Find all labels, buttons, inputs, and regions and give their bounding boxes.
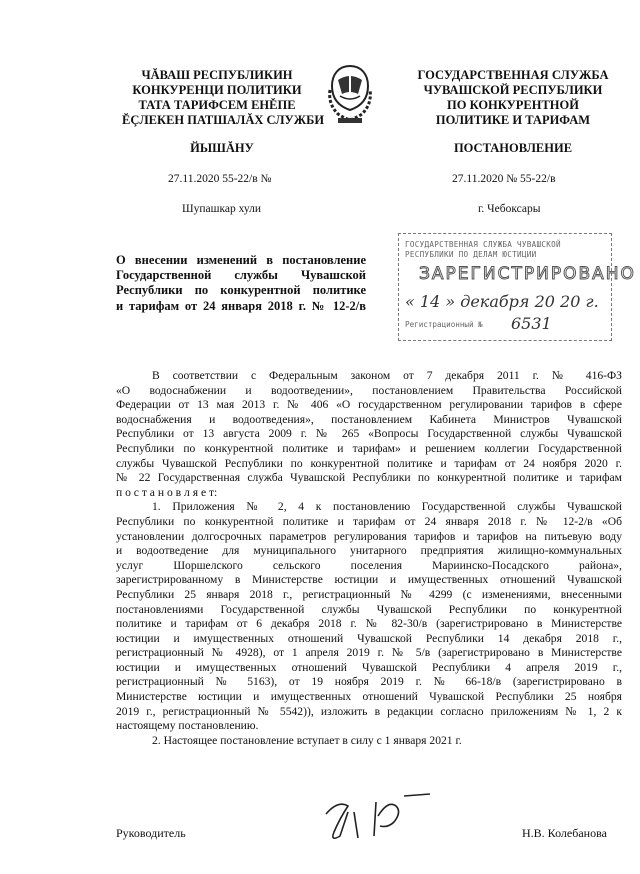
- document-title: [116, 253, 366, 314]
- body-line: регистрационный № 5163), от 19 ноября 2019 г. № 66-18/в (зарегистрировано в: [116, 675, 622, 689]
- header-left-line: ТАТА ТАРИФСЕМ ЕНĚПЕ: [138, 98, 296, 112]
- signature-icon: [318, 792, 448, 848]
- signatory-position: Руководитель: [116, 826, 186, 840]
- word: Шоршелского: [173, 558, 243, 572]
- body-line: политике и тарифам от 6 декабря 2018 г. № 82-30/в (зарегистрировано в Министерстве: [116, 617, 622, 631]
- left-doc-type: ЙЫШĂНУ: [190, 141, 254, 155]
- header-right-agency: [408, 68, 618, 128]
- left-city: Шупашкар хули: [182, 203, 262, 215]
- header-right-line: ПОЛИТИКЕ И ТАРИФАМ: [435, 113, 591, 127]
- word: поселения: [350, 558, 403, 572]
- header-right-line: ЧУВАШСКОЙ РЕСПУБЛИКИ: [423, 83, 603, 97]
- registration-stamp: [398, 233, 636, 341]
- body-line: установлении долгосрочных параметров регулирования тарифов и тарифов на питьевую воду: [116, 529, 622, 543]
- word: района»,: [578, 558, 622, 572]
- document-body: [116, 369, 622, 748]
- right-city: г. Чебоксары: [478, 203, 541, 215]
- chuvash-emblem-icon: [324, 60, 376, 130]
- title-line: и тарифам от 24 января 2018 г. № 12-2/в: [116, 298, 366, 313]
- body-line: В соответствии с Федеральным законом от 7 декабря 2011 г. № 416-ФЗ: [152, 369, 622, 382]
- body-line: Федерации от 13 мая 2013 г. № 406 «О государственном регулировании тарифов в сфере: [116, 398, 622, 412]
- body-line: 2. Настоящее постановление вступает в силу с 1 января 2021 г.: [152, 733, 462, 747]
- right-doc-type: ПОСТАНОВЛЕНИЕ: [453, 141, 573, 155]
- word: услуг: [116, 558, 144, 572]
- body-line: Республики по конкурентной политике и тарифам» и решением коллегии Государственной: [116, 441, 622, 455]
- body-line: Республики от 13 августа 2009 г. № 265 «Вопросы Государственной службы Чувашской: [116, 427, 622, 441]
- title-line: Государственной службы Чувашской: [116, 268, 366, 283]
- body-line: юстиции и имущественных отношений Чувашской Республики 4 апреля 2019 г.,: [116, 660, 622, 674]
- left-date-number: 27.11.2020 55-22/в №: [168, 173, 272, 185]
- body-line: Республики 25 января 2018 г., регистрационный № 4299 (с изменениями, внесенными: [116, 587, 622, 601]
- postanovlyaet: п о с т а н о в л я е т:: [116, 485, 218, 499]
- body-line: № 22 Государственная служба Чувашской Республики по конкурентной политике и тарифам: [116, 471, 622, 485]
- body-line: Министерстве юстиции и имущественных отношений Чувашской Республики 25 ноября: [116, 690, 622, 704]
- body-line: постановлениями Государственной службы Чувашской Республики по конкурентной: [116, 602, 622, 616]
- body-line: настоящему постановлению.: [116, 719, 259, 733]
- body-line-spread: [116, 559, 622, 574]
- stamp-registered: ЗАРЕГИСТРИРОВАНО: [419, 264, 636, 284]
- body-line: 2019 г., регистрационный № 5542)), изложить в редакции согласно приложениям № 1, 2 к: [116, 704, 622, 718]
- stamp-date: « 14 » декабря 20 20 г.: [405, 292, 599, 311]
- body-line: «О водоснабжении и водоотведении», постановлением Правительства Российской: [116, 383, 622, 397]
- title-line: О внесении изменений в постановление: [116, 253, 366, 267]
- header-left-line: КОНКУРЕНЦИ ПОЛИТИКИ: [132, 83, 302, 97]
- stamp-reg-label: Регистрационный №: [405, 320, 483, 329]
- stamp-reg-number: 6531: [511, 314, 552, 333]
- body-line: регистрационный № 4928), от 1 апреля 2019 г. № 5/в (зарегистрировано в Министерстве: [116, 646, 622, 660]
- word: Мариинско-Посадского: [432, 558, 549, 572]
- stamp-line-2: РЕСПУБЛИКИ ПО ДЕЛАМ ЮСТИЦИИ: [405, 250, 537, 259]
- body-line: 1. Приложения № 2, 4 к постановлению Государственной службы Чувашской: [152, 500, 622, 514]
- header-left-line: ЧĂВАШ РЕСПУБЛИКИН: [141, 68, 293, 82]
- body-line: юстиции и имущественных отношений Чувашской Республики 14 декабря 2018 г.,: [116, 631, 622, 645]
- header-left-agency: [122, 68, 325, 128]
- body-line: Республики по конкурентной политике и тарифам от 24 января 2018 г. № 12-2/в «Об: [116, 514, 622, 528]
- word: сельского: [272, 558, 321, 572]
- title-line: Республики по конкурентной политике: [116, 283, 366, 298]
- body-line: и водоотведение для муниципального унитарного предприятия жилищно-коммунальных: [116, 544, 622, 558]
- body-line: водоснабжения и водоотведения», постановлением Кабинета Министров Чувашской: [116, 412, 622, 426]
- header-left-line: ĔÇЛЕКЕН ПАТШАЛĂХ СЛУЖБИ: [122, 113, 325, 127]
- body-line: службы Чувашской Республики по конкурентной политике и тарифам от 24 ноября 2020 г.: [116, 456, 622, 470]
- right-date-number: 27.11.2020 № 55-22/в: [452, 173, 556, 185]
- signatory-name: Н.В. Колебанова: [522, 826, 607, 840]
- header-right-line: ГОСУДАРСТВЕННАЯ СЛУЖБА: [417, 68, 609, 82]
- header-right-line: ПО КОНКУРЕНТНОЙ: [447, 98, 579, 112]
- body-line: зарегистрированному в Министерстве юстиции и имущественных отношений Чувашской: [116, 573, 622, 587]
- stamp-line-1: ГОСУДАРСТВЕННАЯ СЛУЖБА ЧУВАШСКОЙ: [405, 240, 561, 249]
